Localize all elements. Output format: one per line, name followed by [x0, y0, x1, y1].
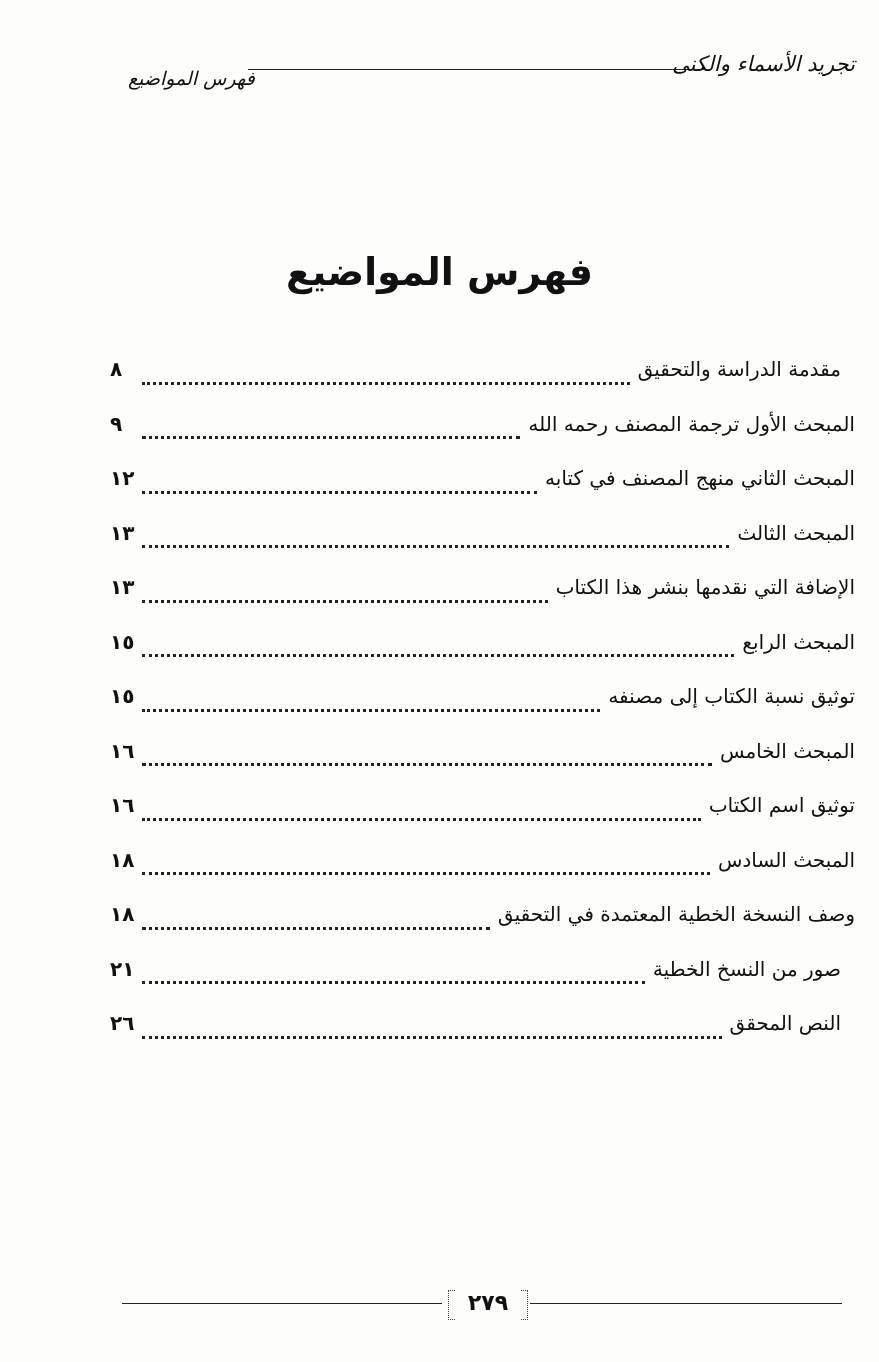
toc-entry[interactable]: [110, 833, 855, 888]
toc-entry-title: الإضافة التي نقدمها بنشر هذا الكتاب: [555, 575, 855, 600]
toc-entry-page: ١٣: [110, 575, 135, 600]
toc-entry-page: ٩: [110, 411, 123, 436]
dot-leader: [142, 798, 701, 821]
table-of-contents: [110, 342, 855, 1051]
toc-entry-title: المبحث الرابع: [742, 629, 855, 654]
header-rule: [248, 69, 709, 70]
dot-leader: [142, 852, 710, 875]
page-number-text: ٢٧٩: [467, 1291, 509, 1316]
toc-entry[interactable]: [110, 397, 855, 452]
toc-entry-page: ١٥: [110, 629, 135, 654]
toc-entry-page: ٨: [110, 357, 123, 382]
toc-entry[interactable]: [110, 342, 855, 397]
toc-entry-page: ١٨: [110, 847, 135, 872]
toc-entry-title: المبحث الخامس: [719, 738, 855, 763]
running-header-book-title: تجريد الأسماء والكنى: [672, 52, 855, 76]
page-title: فهرس المواضيع: [285, 250, 594, 294]
running-header-section-title: فهرس المواضيع: [128, 68, 255, 90]
dot-leader: [142, 634, 734, 657]
dot-leader: [142, 525, 729, 548]
toc-entry[interactable]: [110, 615, 855, 670]
toc-entry[interactable]: [110, 724, 855, 779]
toc-entry[interactable]: [110, 996, 855, 1051]
toc-entry[interactable]: [110, 778, 855, 833]
toc-entry-title: صور من النسخ الخطية: [652, 956, 841, 981]
footer-rule: [122, 1303, 442, 1304]
toc-entry-title: وصف النسخة الخطية المعتمدة في التحقيق: [497, 902, 855, 927]
running-header: [128, 52, 855, 92]
toc-entry[interactable]: [110, 942, 855, 997]
dot-leader: [142, 416, 520, 439]
toc-entry-title: توثيق نسبة الكتاب إلى مصنفه: [608, 684, 855, 709]
dot-leader: [142, 1016, 722, 1039]
toc-entry[interactable]: [110, 451, 855, 506]
toc-entry[interactable]: [110, 887, 855, 942]
toc-entry-title: المبحث الأول ترجمة المصنف رحمه الله: [528, 411, 855, 436]
toc-entry-page: ١٦: [110, 738, 135, 763]
toc-entry-title: مقدمة الدراسة والتحقيق: [637, 357, 841, 382]
toc-entry-title: توثيق اسم الكتاب: [708, 793, 855, 818]
toc-entry-title: المبحث الثالث: [737, 520, 855, 545]
decorative-bracket: [521, 1290, 528, 1320]
dot-leader: [142, 580, 548, 603]
toc-entry-page: ١٦: [110, 793, 135, 818]
decorative-bracket: [448, 1290, 455, 1320]
toc-entry[interactable]: [110, 506, 855, 561]
dot-leader: [142, 689, 600, 712]
toc-entry[interactable]: [110, 669, 855, 724]
dot-leader: [142, 362, 630, 385]
footer-rule: [530, 1303, 842, 1304]
dot-leader: [142, 743, 712, 766]
dot-leader: [142, 471, 537, 494]
toc-entry-page: ١٨: [110, 902, 135, 927]
toc-entry-page: ٢٦: [110, 1011, 135, 1036]
toc-entry-title: المبحث الثاني منهج المصنف في كتابه: [545, 466, 855, 491]
toc-entry[interactable]: [110, 560, 855, 615]
page-number: [448, 1286, 528, 1322]
toc-entry-page: ١٣: [110, 520, 135, 545]
toc-entry-page: ١٢: [110, 466, 135, 491]
dot-leader: [142, 907, 490, 930]
toc-entry-page: ١٥: [110, 684, 135, 709]
toc-entry-title: المبحث السادس: [717, 847, 855, 872]
dot-leader: [142, 961, 645, 984]
page-footer: [122, 1280, 842, 1330]
toc-entry-page: ٢١: [110, 956, 135, 981]
toc-entry-title: النص المحقق: [729, 1011, 841, 1036]
